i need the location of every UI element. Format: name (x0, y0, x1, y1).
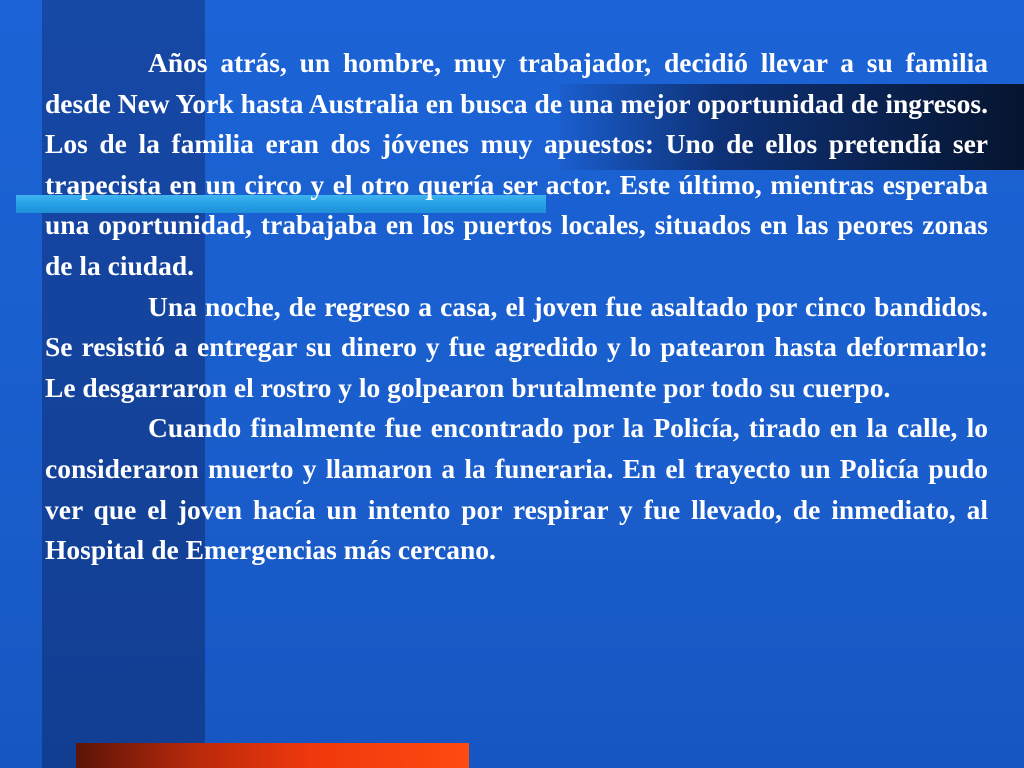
paragraph-2: Una noche, de regreso a casa, el joven fue asaltado por cinco bandidos. Se resistió a entregar su dinero y fue agredido y lo patearon hasta deformarlo: Le desgarraron el rostro y lo golpearon brutalmente por todo su cuerpo. (45, 290, 988, 403)
story-text (45, 43, 988, 571)
paragraph-3: Cuando finalmente fue encontrado por la Policía, tirado en la calle, lo consideraron muerto y llamaron a la funeraria. En el trayecto un Policía pudo ver que el joven hacía un intento por respirar y fue llevado, de inmediato, al Hospital de Emergencias más cercano. (45, 412, 988, 566)
decorative-bottom-bar (76, 743, 469, 768)
paragraph-1: Años atrás, un hombre, muy trabajador, decidió llevar a su familia desde New York hasta Australia en busca de una mejor oportunidad de ingresos. Los de la familia eran dos jóvenes muy apuestos: Uno de ellos pretendía ser trapecista en un circo y el otro quería ser actor. Este último, mientras esperaba una oportunidad, trabajaba en los puertos locales, situados en las peores zonas de la ciudad. (45, 47, 988, 281)
